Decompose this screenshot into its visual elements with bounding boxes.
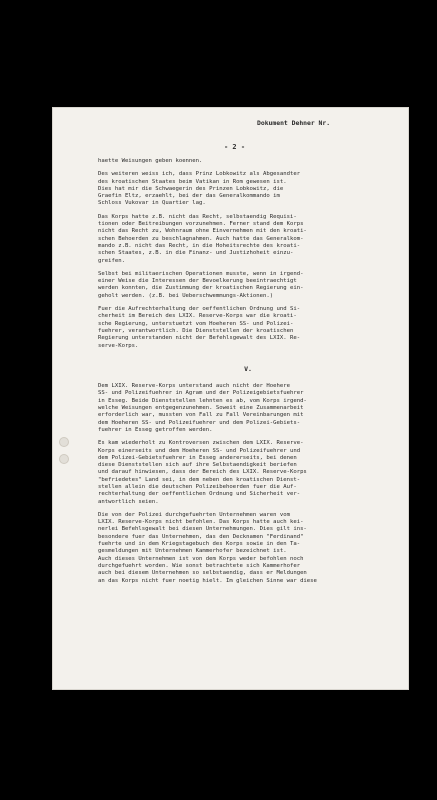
paragraph: Dem LXIX. Reserve-Korps unterstand auch nicht der Hoehere SS- und Polizeifuehrer in Agram und der Polizeigebietsfuehrer in Esseg. Beide Dienststellen lehnten es ab, vom Korps irgend- welche Weisungen entgegenzunehmen. Soweit eine Zusammenarbeit erforderlich war, mussten von Fall zu Fall Vereinbarungen mit dem Hoeheren SS- und Polizeifuehrer und dem Polizei-Gebiets- fuehrer in Esseg getroffen werden. (98, 383, 307, 433)
paragraph: Selbst bei militaerischen Operationen musste, wenn in irgend- einer Weise die Interessen der Bevoelkerung beeintraechtigt werden konnten, die Zustimmung der kroatischen Regierung ein- geholt werden. (z.B. bei Ueberschwemmungs-Aktionen.) (98, 270, 304, 299)
paragraph: Des weiteren weiss ich, dass Prinz Lobkowitz als Abgesandter des kroatischen Staates beim Vatikan in Rom gewesen ist. Dies hat mir die Schwaegerin des Prinzen Lobkowitz, die Graefin Eltz, erzaehlt, bei der das Generalkommando im Schloss Vukovar in Quartier lag. (98, 171, 301, 207)
section-heading: V. (244, 364, 252, 373)
paragraph: Es kam wiederholt zu Kontroversen zwischen dem LXIX. Reserve- Korps einerseits und dem Hoeheren SS- und Polizeifuehrer und dem Polizei-Gebietsfuehrer in Esseg andererseits, bei denen diese Dienststellen sich auf ihre Selbstaendigkeit beriefen und darauf hinwiesen, dass der Bereich des LXIX. Reserve-Korps "befriedetes" Land sei, in dem neben den kroatischen Dienst- stellen allein die deutschen Polizeibehoerden fuer die Auf- rechterhaltung der oeffentlichen Ordnung und Sicherheit ver- antwortlich seien. (98, 440, 307, 505)
page-number: - 2 - (224, 143, 246, 151)
punch-hole-icon (59, 437, 69, 447)
paragraph: Fuer die Aufrechterhaltung der oeffentlichen Ordnung und Si- cherheit im Bereich des LXIX. Reserve-Korps war die kroati- sche Regierung, unterstuetzt vom Hoeheren SS- und Polizei- fuehrer, verantwortlich. Die Dienststellen der kroatischen Regierung unterstanden nicht der Befehlsgewalt des LXIX. Re- serve-Korps. (98, 306, 301, 349)
document-page (52, 107, 409, 690)
punch-hole-icon (59, 454, 69, 464)
document-body (98, 158, 398, 591)
paragraph: Die von der Polizei durchgefuehrten Unternehmen waren vom LXIX. Reserve-Korps nicht befohlen. Das Korps hatte auch kei- nerlei Befehlsgewalt bei diesen Unternehmungen. Dies gilt ins- besondere fuer das Unternehmen, das den Decknamen "Ferdinand" fuehrte und in dem Kriegstagebuch des Korps sowie in den Ta- gesmeldungen mit Unternehmen Kammerhofer bezeichnet ist. Auch dieses Unternehmen ist von dem Korps weder befohlen noch durchgefuehrt worden. Wie sonst betrachtete sich Kammerhofer auch bei diesem Unternehmen so selbstaendig, dass er Meldungen an das Korps nicht fuer noetig hielt. Im gleichen Sinne war diese (98, 511, 317, 584)
document-header: Dokument Dehner Nr. (257, 119, 331, 127)
paragraph: haette Weisungen geben koennen. (98, 158, 203, 164)
paragraph: Das Korps hatte z.B. nicht das Recht, selbstaendig Requisi- tionen oder Beitreibungen vorzunehmen. Ferner stand dem Korps nicht das Recht zu, Wohnraum ohne Einvernehmen mit den kroati- schen Behoerden zu beschlagnahmen. Auch hatte das Generalkom- mando z.B. nicht das Recht, in die Hoheitsrechte des kroati- schen Staates, z.B. in die Finanz- und Justizhoheit einzu- greifen. (98, 213, 307, 264)
